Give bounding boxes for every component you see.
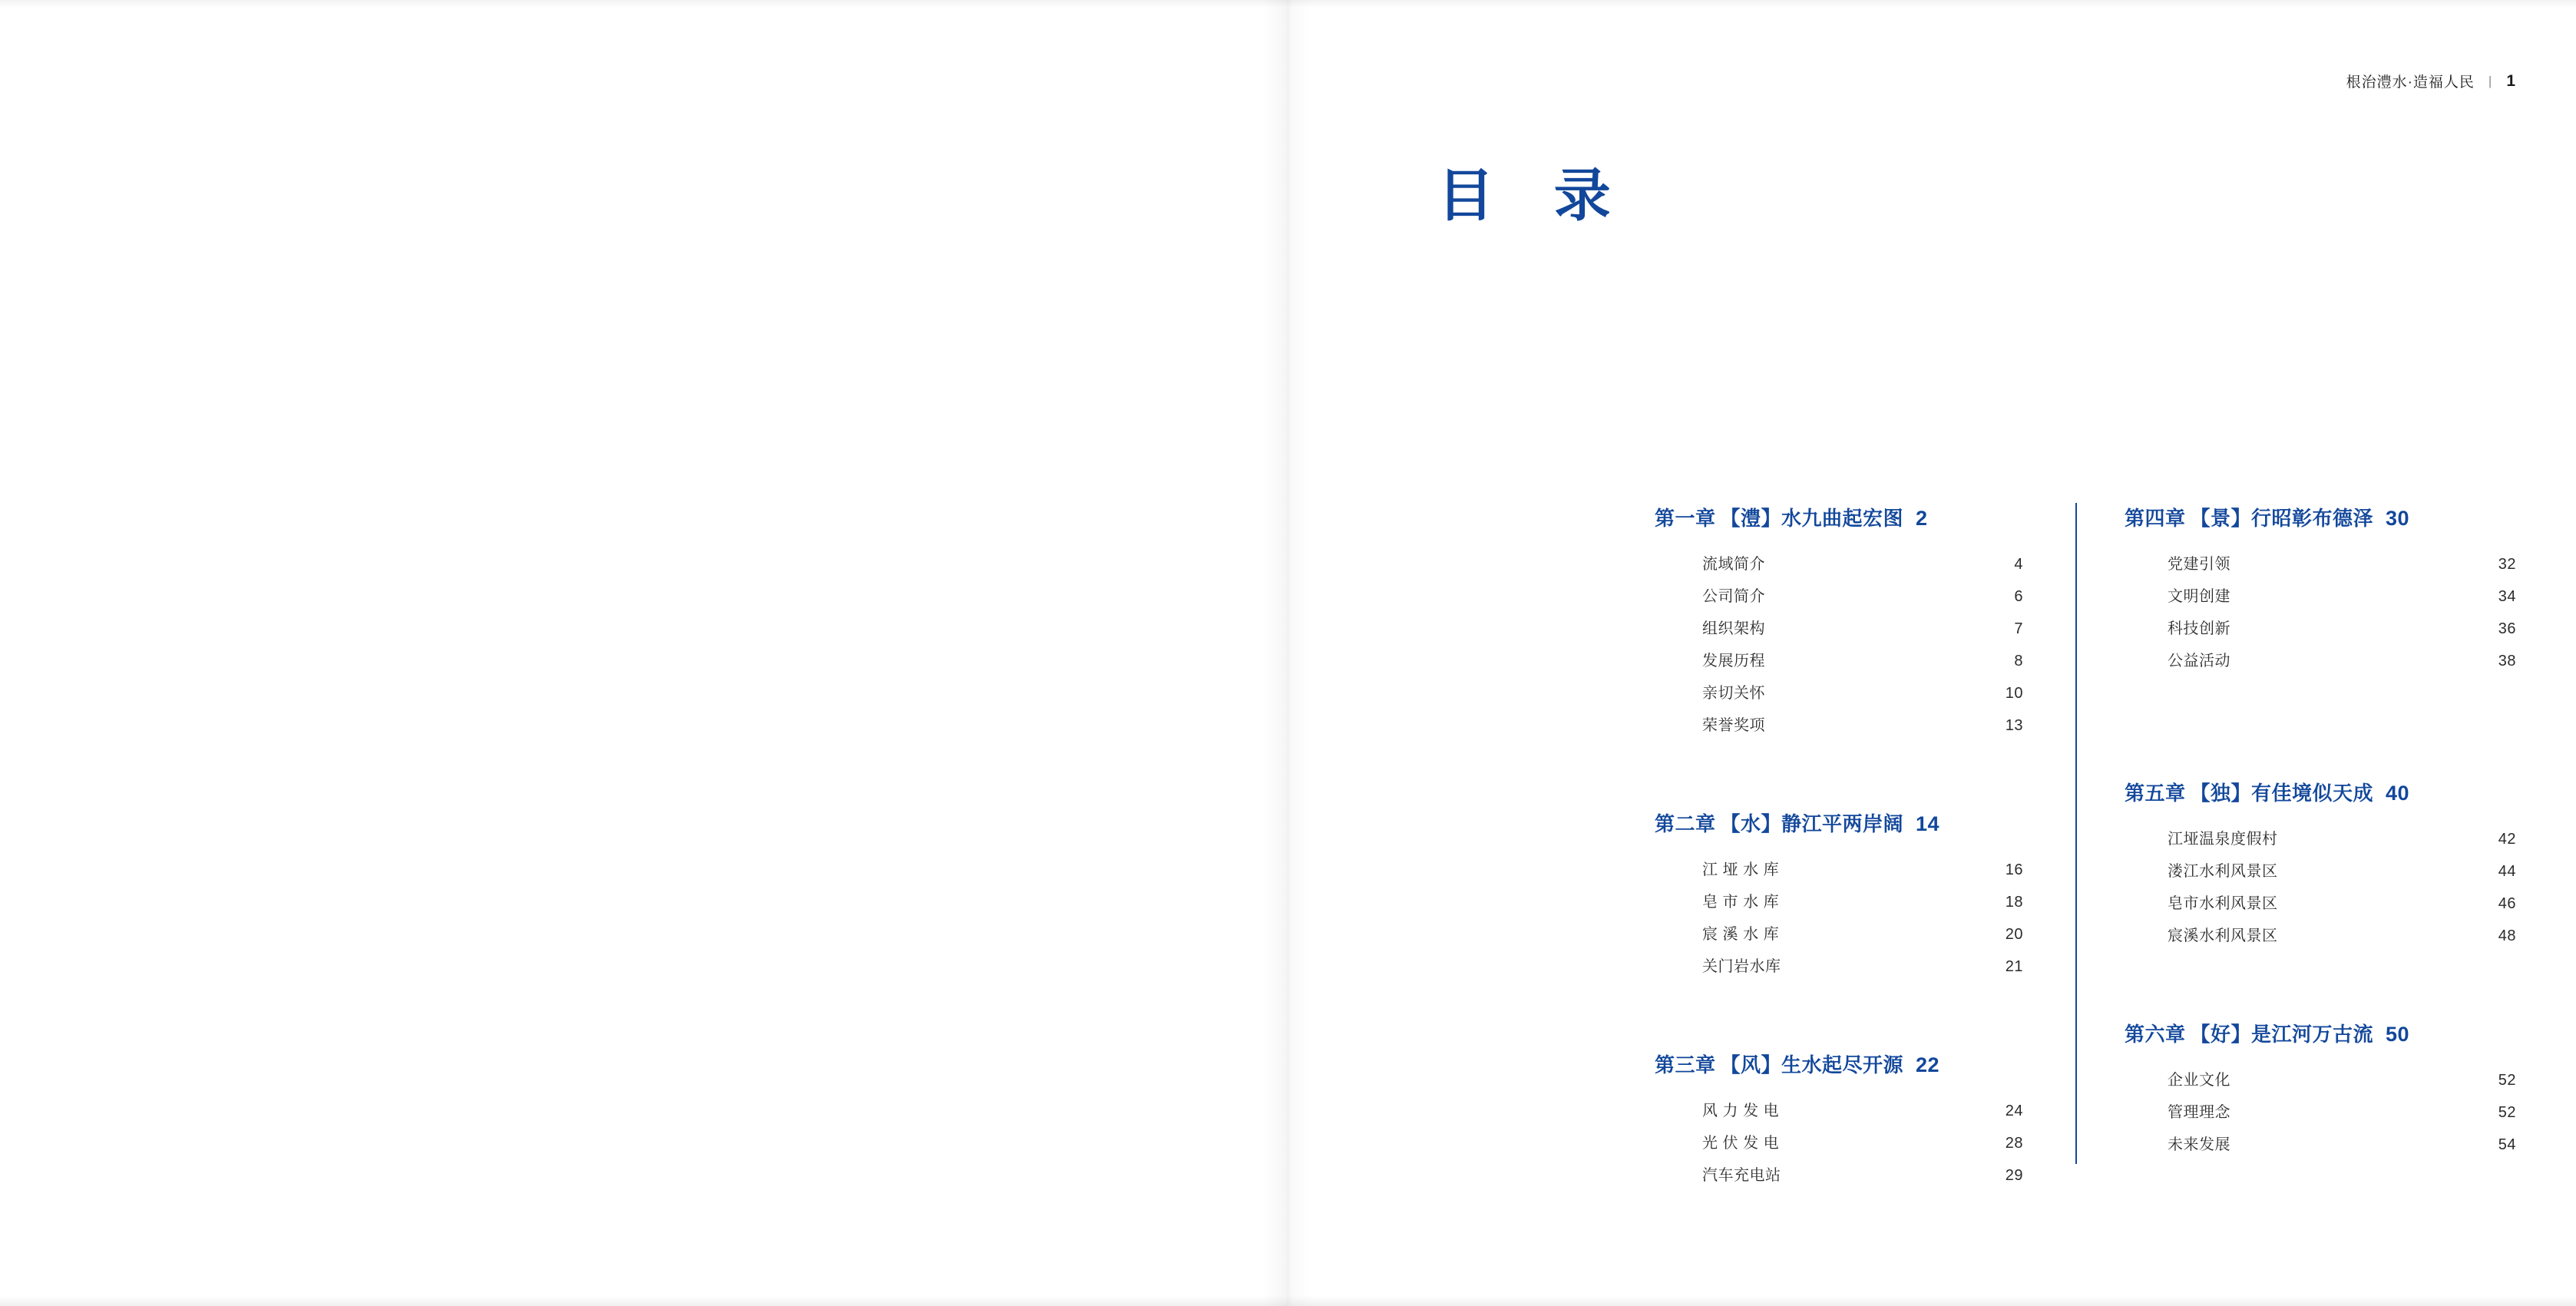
toc-entry-page: 48 xyxy=(2498,927,2516,944)
chapter-name: 【好】是江河万古流 xyxy=(2190,1023,2374,1046)
toc-entry[interactable] xyxy=(2125,648,2516,670)
toc-entry-page: 29 xyxy=(2005,1167,2023,1184)
toc-columns xyxy=(1655,503,2516,1195)
toc-entry-label: 亲切关怀 xyxy=(1702,685,1765,702)
toc-entry-label: 组织架构 xyxy=(1702,620,1765,637)
running-header xyxy=(2346,71,2516,91)
toc-entry[interactable] xyxy=(1655,857,2023,879)
toc-entry-label: 科技创新 xyxy=(2168,620,2230,637)
toc-entry-label: 汽车充电站 xyxy=(1702,1167,1781,1184)
chapter-number: 第三章 xyxy=(1655,1053,1716,1076)
chapter-number: 第二章 xyxy=(1655,812,1716,835)
chapter-number: 第五章 xyxy=(2125,782,2186,805)
toc-entry[interactable] xyxy=(2125,891,2516,913)
spacer xyxy=(2125,744,2516,778)
toc-entry-label: 风 力 发 电 xyxy=(1702,1103,1780,1119)
chapter-heading[interactable] xyxy=(1655,503,2023,531)
page-bottom-shadow xyxy=(0,1295,2576,1306)
toc-entry-label: 光 伏 发 电 xyxy=(1702,1135,1780,1152)
chapter-heading[interactable] xyxy=(2125,778,2516,806)
toc-entry-page: 7 xyxy=(2014,620,2023,637)
chapter-heading[interactable] xyxy=(1655,1050,2023,1078)
chapter-page: 2 xyxy=(1916,507,1928,530)
toc-entry[interactable] xyxy=(2125,923,2516,945)
toc-entry-page: 28 xyxy=(2005,1135,2023,1152)
toc-entry-page: 13 xyxy=(2005,717,2023,734)
toc-entry-page: 34 xyxy=(2498,588,2516,605)
toc-entry-label: 江 垭 水 库 xyxy=(1702,861,1780,878)
toc-entry[interactable] xyxy=(1655,551,2023,574)
chapter-block xyxy=(1655,1050,2023,1185)
toc-column-right xyxy=(2075,503,2516,1164)
running-header-separator: | xyxy=(2488,73,2493,88)
chapter-name: 【水】静江平两岸阔 xyxy=(1720,812,1904,835)
toc-entry-label: 公司简介 xyxy=(1702,588,1765,605)
chapter-name: 【独】有佳境似天成 xyxy=(2190,782,2374,805)
toc-entry-label: 皂 市 水 库 xyxy=(1702,894,1780,911)
chapter-name: 【风】生水起尽开源 xyxy=(1720,1053,1904,1076)
chapter-number: 第一章 xyxy=(1655,507,1716,530)
chapter-heading[interactable] xyxy=(2125,503,2516,531)
toc-entry-page: 44 xyxy=(2498,863,2516,880)
spacer xyxy=(2125,977,2516,1019)
toc-entry[interactable] xyxy=(1655,889,2023,911)
toc-entry-page: 38 xyxy=(2498,653,2516,670)
chapter-page: 22 xyxy=(1916,1053,1940,1076)
page-top-shadow xyxy=(0,0,2576,8)
toc-entry[interactable] xyxy=(2125,1099,2516,1122)
chapter-page: 30 xyxy=(2386,507,2410,530)
chapter-block xyxy=(2125,778,2516,945)
spacer xyxy=(2125,703,2516,744)
chapter-block xyxy=(1655,503,2023,735)
chapter-name: 【澧】水九曲起宏图 xyxy=(1720,507,1904,530)
toc-entry-label: 宸 溪 水 库 xyxy=(1702,926,1780,943)
toc-entry-page: 20 xyxy=(2005,926,2023,943)
toc-entry[interactable] xyxy=(2125,826,2516,848)
toc-entry-label: 宸溪水利风景区 xyxy=(2168,927,2278,944)
toc-entry[interactable] xyxy=(1655,616,2023,638)
page-title: 目 录 xyxy=(1437,163,1631,229)
toc-entry-label: 流域简介 xyxy=(1702,556,1765,573)
toc-entry[interactable] xyxy=(2125,551,2516,574)
toc-entry[interactable] xyxy=(1655,1130,2023,1152)
toc-entry[interactable] xyxy=(1655,1098,2023,1120)
toc-entry[interactable] xyxy=(2125,584,2516,606)
chapter-page: 40 xyxy=(2386,782,2410,805)
chapter-block xyxy=(2125,503,2516,670)
toc-entry-label: 企业文化 xyxy=(2168,1072,2230,1089)
toc-entry-page: 52 xyxy=(2498,1072,2516,1089)
toc-entry[interactable] xyxy=(1655,921,2023,944)
toc-entry-label: 文明创建 xyxy=(2168,588,2230,605)
toc-entry-page: 54 xyxy=(2498,1136,2516,1153)
chapter-number: 第六章 xyxy=(2125,1023,2186,1046)
toc-entry-page: 10 xyxy=(2005,685,2023,702)
toc-entry-page: 4 xyxy=(2014,556,2023,573)
toc-entry[interactable] xyxy=(1655,584,2023,606)
toc-entry-label: 荣誉奖项 xyxy=(1702,717,1765,734)
toc-entry-label: 党建引领 xyxy=(2168,556,2230,573)
chapter-block xyxy=(1655,808,2023,976)
chapter-page: 14 xyxy=(1916,812,1940,835)
toc-entry-page: 24 xyxy=(2005,1103,2023,1119)
toc-entry[interactable] xyxy=(1655,680,2023,703)
toc-entry-label: 皂市水利风景区 xyxy=(2168,895,2278,912)
toc-entry-page: 8 xyxy=(2014,653,2023,670)
chapter-heading[interactable] xyxy=(1655,808,2023,837)
toc-entry[interactable] xyxy=(2125,616,2516,638)
toc-entry-page: 32 xyxy=(2498,556,2516,573)
toc-entry-page: 16 xyxy=(2005,861,2023,878)
toc-entry-label: 溇江水利风景区 xyxy=(2168,863,2278,880)
chapter-block xyxy=(2125,1019,2516,1154)
toc-entry-page: 18 xyxy=(2005,894,2023,911)
chapter-name: 【景】行昭彰布德泽 xyxy=(2190,507,2374,530)
toc-entry-page: 6 xyxy=(2014,588,2023,605)
chapter-heading[interactable] xyxy=(2125,1019,2516,1047)
toc-entry-page: 42 xyxy=(2498,831,2516,848)
toc-entry-label: 发展历程 xyxy=(1702,653,1765,670)
toc-entry[interactable] xyxy=(1655,713,2023,735)
spacer xyxy=(1655,1008,2023,1050)
toc-entry[interactable] xyxy=(2125,858,2516,881)
spacer xyxy=(1655,767,2023,808)
toc-entry[interactable] xyxy=(2125,1132,2516,1154)
chapter-number: 第四章 xyxy=(2125,507,2186,530)
toc-column-left xyxy=(1655,503,2075,1195)
toc-entry[interactable] xyxy=(2125,1067,2516,1089)
toc-entry-page: 46 xyxy=(2498,895,2516,912)
toc-entry-page: 21 xyxy=(2005,958,2023,975)
running-header-page-number: 1 xyxy=(2506,71,2516,90)
toc-entry[interactable] xyxy=(1655,954,2023,976)
running-header-text: 根治澧水·造福人民 xyxy=(2346,74,2475,91)
toc-entry-label: 江垭温泉度假村 xyxy=(2168,831,2278,848)
toc-entry-page: 36 xyxy=(2498,620,2516,637)
toc-entry[interactable] xyxy=(1655,1162,2023,1185)
toc-entry-label: 关门岩水库 xyxy=(1702,958,1781,975)
toc-entry-label: 管理理念 xyxy=(2168,1104,2230,1121)
toc-entry-label: 未来发展 xyxy=(2168,1136,2230,1153)
toc-entry-page: 52 xyxy=(2498,1104,2516,1121)
toc-entry-label: 公益活动 xyxy=(2168,653,2230,670)
chapter-page: 50 xyxy=(2386,1023,2410,1046)
toc-entry[interactable] xyxy=(1655,648,2023,670)
